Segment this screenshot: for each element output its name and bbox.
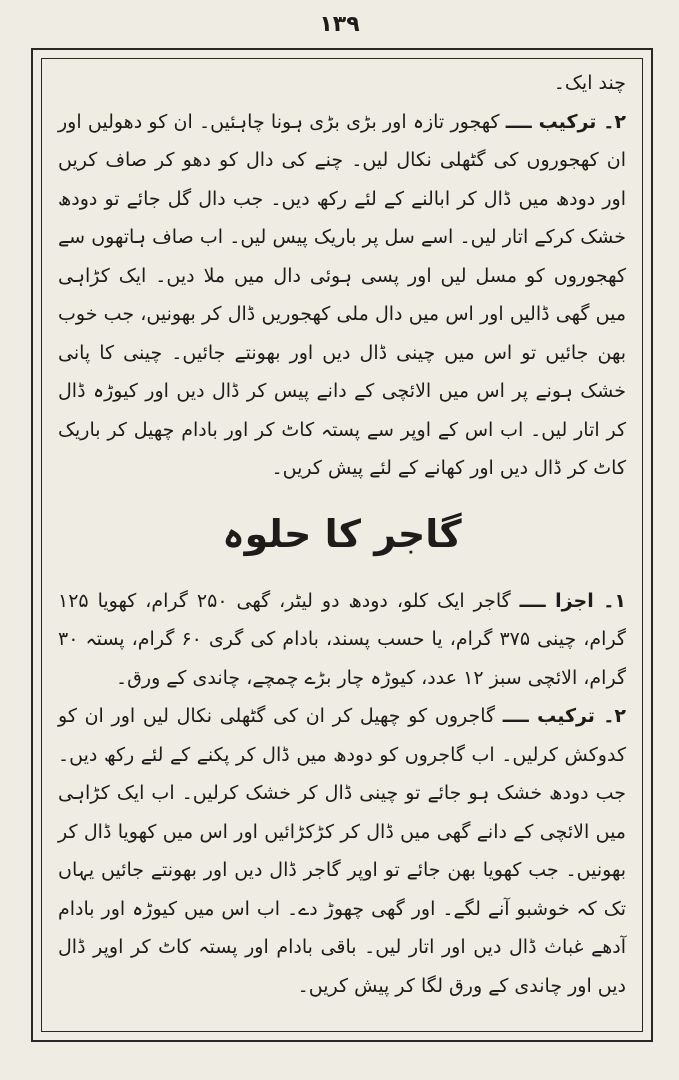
recipe-heading: گاجر کا حلوہ — [222, 511, 462, 556]
method-text: کھجور تازہ اور بڑی بڑی ہونا چاہئیں۔ ان کو دھولیں اور ان کھجوروں کی گٹھلی نکال لیں۔ چنے کی دال کو دھو کر صاف کریں اور دودھ میں ڈال کر ابالنے کے لئے رکھ دیں۔ جب دال گل جائے تو دودھ خشک کرکے اتار لیں۔ اسے سل پر باریک پیس لیں۔ اب صاف ہاتھوں سے کھجوروں کو مسل لیں اور پسی ہوئی دال میں ملا دیں۔ ایک کڑاہی میں گھی ڈالیں اور اس میں دال ملی کھجوریں ڈال کر بھونیں، جب خوب بھن جائیں تو اس میں چینی ڈال دیں اور بھونتے جائیں۔ چینی کا پانی خشک ہونے پر اس میں الائچی کے دانے پیس کر ڈال دیں اور کیوڑہ ڈال کر اتار لیں۔ اب اس کے اوپر سے پستہ کاٹ کر اور بادام چھیل کر باریک کاٹ کر ڈال دیں اور کھانے کے لئے پیش کریں۔ — [58, 110, 626, 479]
page-body — [58, 64, 626, 1005]
paragraph-opening: چند ایک۔ — [553, 72, 626, 94]
method-label-2: ۲۔ ترکیب ــــ — [502, 705, 626, 727]
method-text-2: گاجروں کو چھیل کر ان کی گٹھلی نکال لیں اور ان کو کدوکش کرلیں۔ اب گاجروں کو دودھ میں ڈال کر پکنے کے لئے رکھ دیں۔ جب دودھ خشک ہو جائے تو چینی ڈال کر خشک کرلیں۔ اب ایک کڑاہی میں الائچی کے دانے گھی میں ڈال کر کڑکڑائیں اور اس میں کھویا ڈال کر بھونیں۔ جب کھویا بھن جائے تو اوپر گاجر ڈال دیں اور بھونتے جائیں یہاں تک کہ خوشبو آنے لگے۔ اور گھی چھوڑ دے۔ اب اس میں کیوڑہ اور بادام آدھے غباث ڈال دیں اور اتار لیں۔ باقی بادام اور پستہ کاٹ کر اوپر ڈال دیں اور چاندی کے ورق لگا کر پیش کریں۔ — [58, 705, 626, 997]
page-number: ۱۳۹ — [319, 12, 360, 37]
ingredients-text: گاجر ایک کلو، دودھ دو لیٹر، گھی ۲۵۰ گرام، کھویا ۱۲۵ گرام، چینی ۳۷۵ گرام، یا حسب پسند، بادام کی گری ۶۰ گرام، پستہ ۳۰ گرام، الائچی سبز ۱۲ عدد، کیوڑہ چار بڑے چمچے، چاندی کے ورق۔ — [58, 589, 626, 689]
paragraph-method-khajoor — [58, 103, 626, 488]
ingredients-label: ۱۔ اجزا ــــ — [519, 589, 626, 612]
paragraph-ingredients — [58, 582, 626, 698]
method-label: ۲۔ ترکیب ــــ — [505, 110, 627, 133]
paragraph-method-gajar — [58, 697, 626, 1005]
